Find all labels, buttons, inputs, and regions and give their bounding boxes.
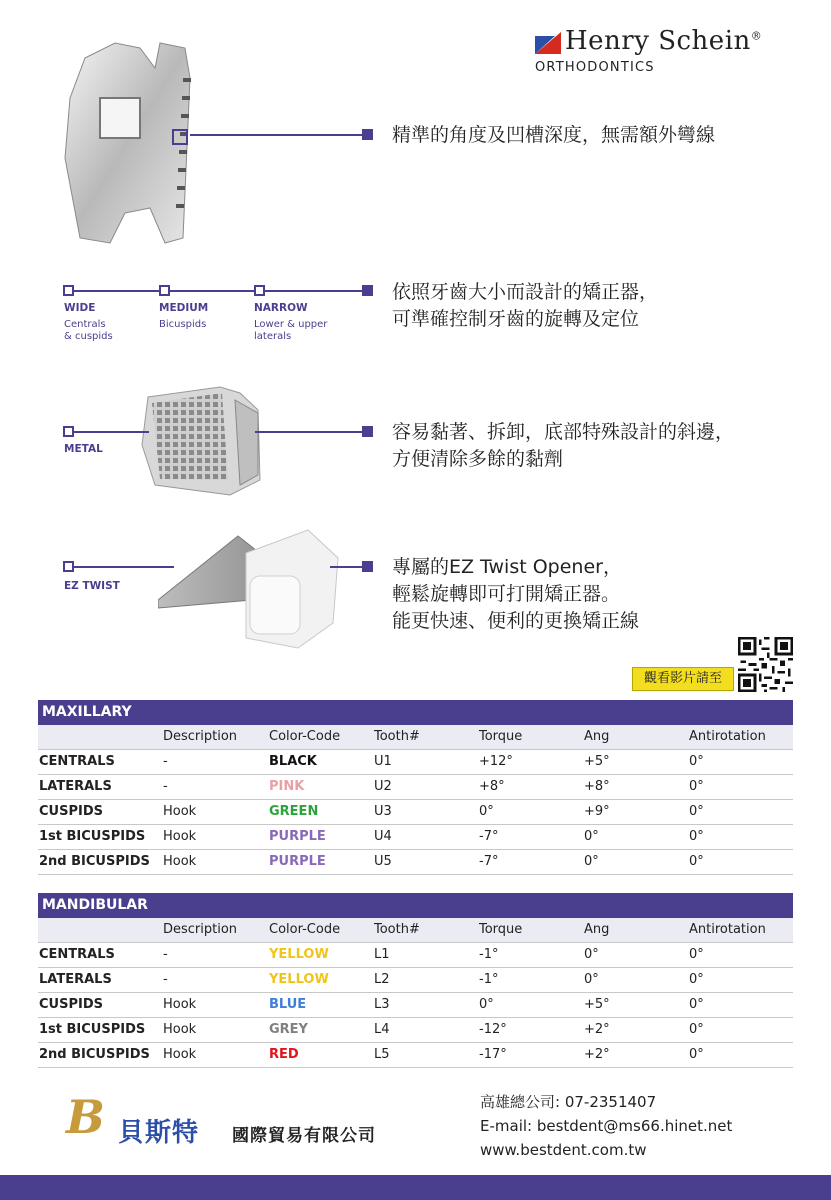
bestdent-company-name: 國際貿易有限公司 bbox=[232, 1126, 376, 1146]
row-tooth: L2 bbox=[374, 972, 390, 987]
bullet-square-3 bbox=[362, 426, 373, 437]
qr-code-icon[interactable] bbox=[738, 637, 793, 692]
row-name: CUSPIDS bbox=[39, 997, 103, 1012]
row-antirotation: 0° bbox=[689, 829, 704, 844]
brand-subtitle: ORTHODONTICS bbox=[535, 60, 655, 75]
table-row bbox=[38, 1018, 793, 1043]
row-antirotation: 0° bbox=[689, 1047, 704, 1062]
bestdent-brand-name: 貝斯特 bbox=[118, 1118, 200, 1148]
row-description: Hook bbox=[163, 1022, 197, 1037]
row-description: Hook bbox=[163, 997, 197, 1012]
feature-text-1: 精準的角度及凹槽深度，無需額外彎線 bbox=[392, 124, 716, 146]
row-antirotation: 0° bbox=[689, 1022, 704, 1037]
callout-line-2 bbox=[68, 290, 363, 292]
row-name: CENTRALS bbox=[39, 754, 115, 769]
table-row bbox=[38, 943, 793, 968]
row-ang: +2° bbox=[584, 1022, 610, 1037]
row-color-code: RED bbox=[269, 1047, 299, 1062]
callout-line-4a bbox=[74, 566, 174, 568]
row-torque: -1° bbox=[479, 972, 499, 987]
row-torque: -1° bbox=[479, 947, 499, 962]
size-wide-desc: Centrals & cuspids bbox=[64, 319, 113, 342]
table-row bbox=[38, 750, 793, 775]
row-description: Hook bbox=[163, 1047, 197, 1062]
row-tooth: U2 bbox=[374, 779, 392, 794]
footer-bar bbox=[0, 1175, 831, 1200]
bracket-base-image bbox=[140, 385, 265, 497]
size-wide-marker bbox=[63, 285, 74, 296]
row-antirotation: 0° bbox=[689, 997, 704, 1012]
brand-name: Henry Schein® bbox=[565, 26, 763, 56]
row-color-code: GREY bbox=[269, 1022, 308, 1037]
size-medium-desc: Bicuspids bbox=[159, 319, 207, 330]
maxillary-table bbox=[38, 700, 793, 875]
row-torque: 0° bbox=[479, 997, 494, 1012]
contact-email[interactable]: E-mail: bestdent@ms66.hinet.net bbox=[480, 1117, 733, 1135]
col-description: Description bbox=[163, 922, 238, 937]
size-wide-label: WIDE bbox=[64, 302, 96, 314]
contact-info bbox=[480, 1090, 732, 1162]
row-description: - bbox=[163, 779, 168, 794]
row-antirotation: 0° bbox=[689, 754, 704, 769]
row-ang: +9° bbox=[584, 804, 610, 819]
col-color-code: Color-Code bbox=[269, 729, 341, 744]
col-antirotation: Antirotation bbox=[689, 729, 766, 744]
row-color-code: BLACK bbox=[269, 754, 317, 769]
col-ang: Ang bbox=[584, 922, 610, 937]
row-ang: 0° bbox=[584, 947, 599, 962]
mandibular-title: MANDIBULAR bbox=[38, 893, 793, 918]
col-tooth: Tooth# bbox=[374, 729, 420, 744]
row-description: Hook bbox=[163, 854, 197, 869]
row-antirotation: 0° bbox=[689, 947, 704, 962]
row-tooth: L3 bbox=[374, 997, 390, 1012]
video-cta-label: 觀看影片請至 bbox=[632, 667, 734, 691]
table-header-row bbox=[38, 725, 793, 750]
col-ang: Ang bbox=[584, 729, 610, 744]
ez-twist-label: EZ TWIST bbox=[64, 580, 120, 592]
size-narrow-desc: Lower & upper laterals bbox=[254, 319, 328, 342]
henry-schein-flag-icon bbox=[535, 32, 561, 54]
col-antirotation: Antirotation bbox=[689, 922, 766, 937]
row-tooth: U4 bbox=[374, 829, 392, 844]
row-name: 1st BICUSPIDS bbox=[39, 1022, 146, 1037]
bullet-square-2 bbox=[362, 285, 373, 296]
col-color-code: Color-Code bbox=[269, 922, 341, 937]
contact-phone: 高雄總公司: 07-2351407 bbox=[480, 1093, 657, 1111]
row-torque: -12° bbox=[479, 1022, 507, 1037]
row-description: - bbox=[163, 947, 168, 962]
table-row bbox=[38, 1043, 793, 1068]
row-description: Hook bbox=[163, 804, 197, 819]
row-antirotation: 0° bbox=[689, 972, 704, 987]
row-torque: +12° bbox=[479, 754, 513, 769]
ez-twist-image bbox=[158, 528, 348, 653]
row-name: LATERALS bbox=[39, 779, 112, 794]
row-tooth: U5 bbox=[374, 854, 392, 869]
row-color-code: PINK bbox=[269, 779, 305, 794]
row-color-code: PURPLE bbox=[269, 829, 326, 844]
row-tooth: L4 bbox=[374, 1022, 390, 1037]
row-antirotation: 0° bbox=[689, 854, 704, 869]
col-description: Description bbox=[163, 729, 238, 744]
contact-website[interactable]: www.bestdent.com.tw bbox=[480, 1141, 647, 1159]
row-tooth: U1 bbox=[374, 754, 392, 769]
callout-line-4b bbox=[330, 566, 363, 568]
row-name: 1st BICUSPIDS bbox=[39, 829, 146, 844]
size-medium-label: MEDIUM bbox=[159, 302, 209, 314]
table-row bbox=[38, 775, 793, 800]
feature-text-2: 依照牙齒大小而設計的矯正器， 可準確控制牙齒的旋轉及定位 bbox=[392, 281, 659, 330]
row-description: Hook bbox=[163, 829, 197, 844]
feature-text-3: 容易黏著、拆卸，底部特殊設計的斜邊， 方便清除多餘的黏劑 bbox=[392, 421, 735, 470]
callout-line-3b bbox=[255, 431, 363, 433]
table-row bbox=[38, 825, 793, 850]
row-name: CUSPIDS bbox=[39, 804, 103, 819]
metal-marker bbox=[63, 426, 74, 437]
row-description: - bbox=[163, 972, 168, 987]
row-name: 2nd BICUSPIDS bbox=[39, 854, 150, 869]
row-antirotation: 0° bbox=[689, 779, 704, 794]
row-torque: 0° bbox=[479, 804, 494, 819]
row-ang: +5° bbox=[584, 754, 610, 769]
ez-twist-marker bbox=[63, 561, 74, 572]
size-narrow-marker bbox=[254, 285, 265, 296]
table-row bbox=[38, 968, 793, 993]
bullet-square-1 bbox=[362, 129, 373, 140]
row-color-code: YELLOW bbox=[269, 947, 329, 962]
row-torque: -17° bbox=[479, 1047, 507, 1062]
size-narrow-label: NARROW bbox=[254, 302, 308, 314]
row-ang: 0° bbox=[584, 972, 599, 987]
row-torque: -7° bbox=[479, 829, 499, 844]
row-ang: +2° bbox=[584, 1047, 610, 1062]
table-row bbox=[38, 993, 793, 1018]
bullet-square-4 bbox=[362, 561, 373, 572]
metal-label: METAL bbox=[64, 443, 103, 455]
row-antirotation: 0° bbox=[689, 804, 704, 819]
col-tooth: Tooth# bbox=[374, 922, 420, 937]
col-torque: Torque bbox=[479, 729, 523, 744]
row-torque: -7° bbox=[479, 854, 499, 869]
row-ang: +8° bbox=[584, 779, 610, 794]
bestdent-logo-mark: B bbox=[66, 1090, 105, 1144]
callout-line-1 bbox=[190, 134, 365, 136]
maxillary-title: MAXILLARY bbox=[38, 700, 793, 725]
row-ang: 0° bbox=[584, 854, 599, 869]
row-name: LATERALS bbox=[39, 972, 112, 987]
col-torque: Torque bbox=[479, 922, 523, 937]
bracket-profile-image bbox=[55, 38, 220, 253]
row-tooth: U3 bbox=[374, 804, 392, 819]
row-ang: 0° bbox=[584, 829, 599, 844]
row-tooth: L5 bbox=[374, 1047, 390, 1062]
row-name: CENTRALS bbox=[39, 947, 115, 962]
row-description: - bbox=[163, 754, 168, 769]
row-name: 2nd BICUSPIDS bbox=[39, 1047, 150, 1062]
row-color-code: YELLOW bbox=[269, 972, 329, 987]
table-row bbox=[38, 800, 793, 825]
table-header-row bbox=[38, 918, 793, 943]
row-color-code: PURPLE bbox=[269, 854, 326, 869]
row-tooth: L1 bbox=[374, 947, 390, 962]
henry-schein-logo bbox=[535, 26, 795, 80]
mandibular-table bbox=[38, 893, 793, 1068]
table-row bbox=[38, 850, 793, 875]
size-medium-marker bbox=[159, 285, 170, 296]
row-color-code: BLUE bbox=[269, 997, 307, 1012]
row-torque: +8° bbox=[479, 779, 505, 794]
callout-line-3a bbox=[74, 431, 149, 433]
row-color-code: GREEN bbox=[269, 804, 319, 819]
row-ang: +5° bbox=[584, 997, 610, 1012]
feature-text-4: 專屬的EZ Twist Opener， 輕鬆旋轉即可打開矯正器。 能更快速、便利的更換矯正線 bbox=[392, 556, 640, 632]
